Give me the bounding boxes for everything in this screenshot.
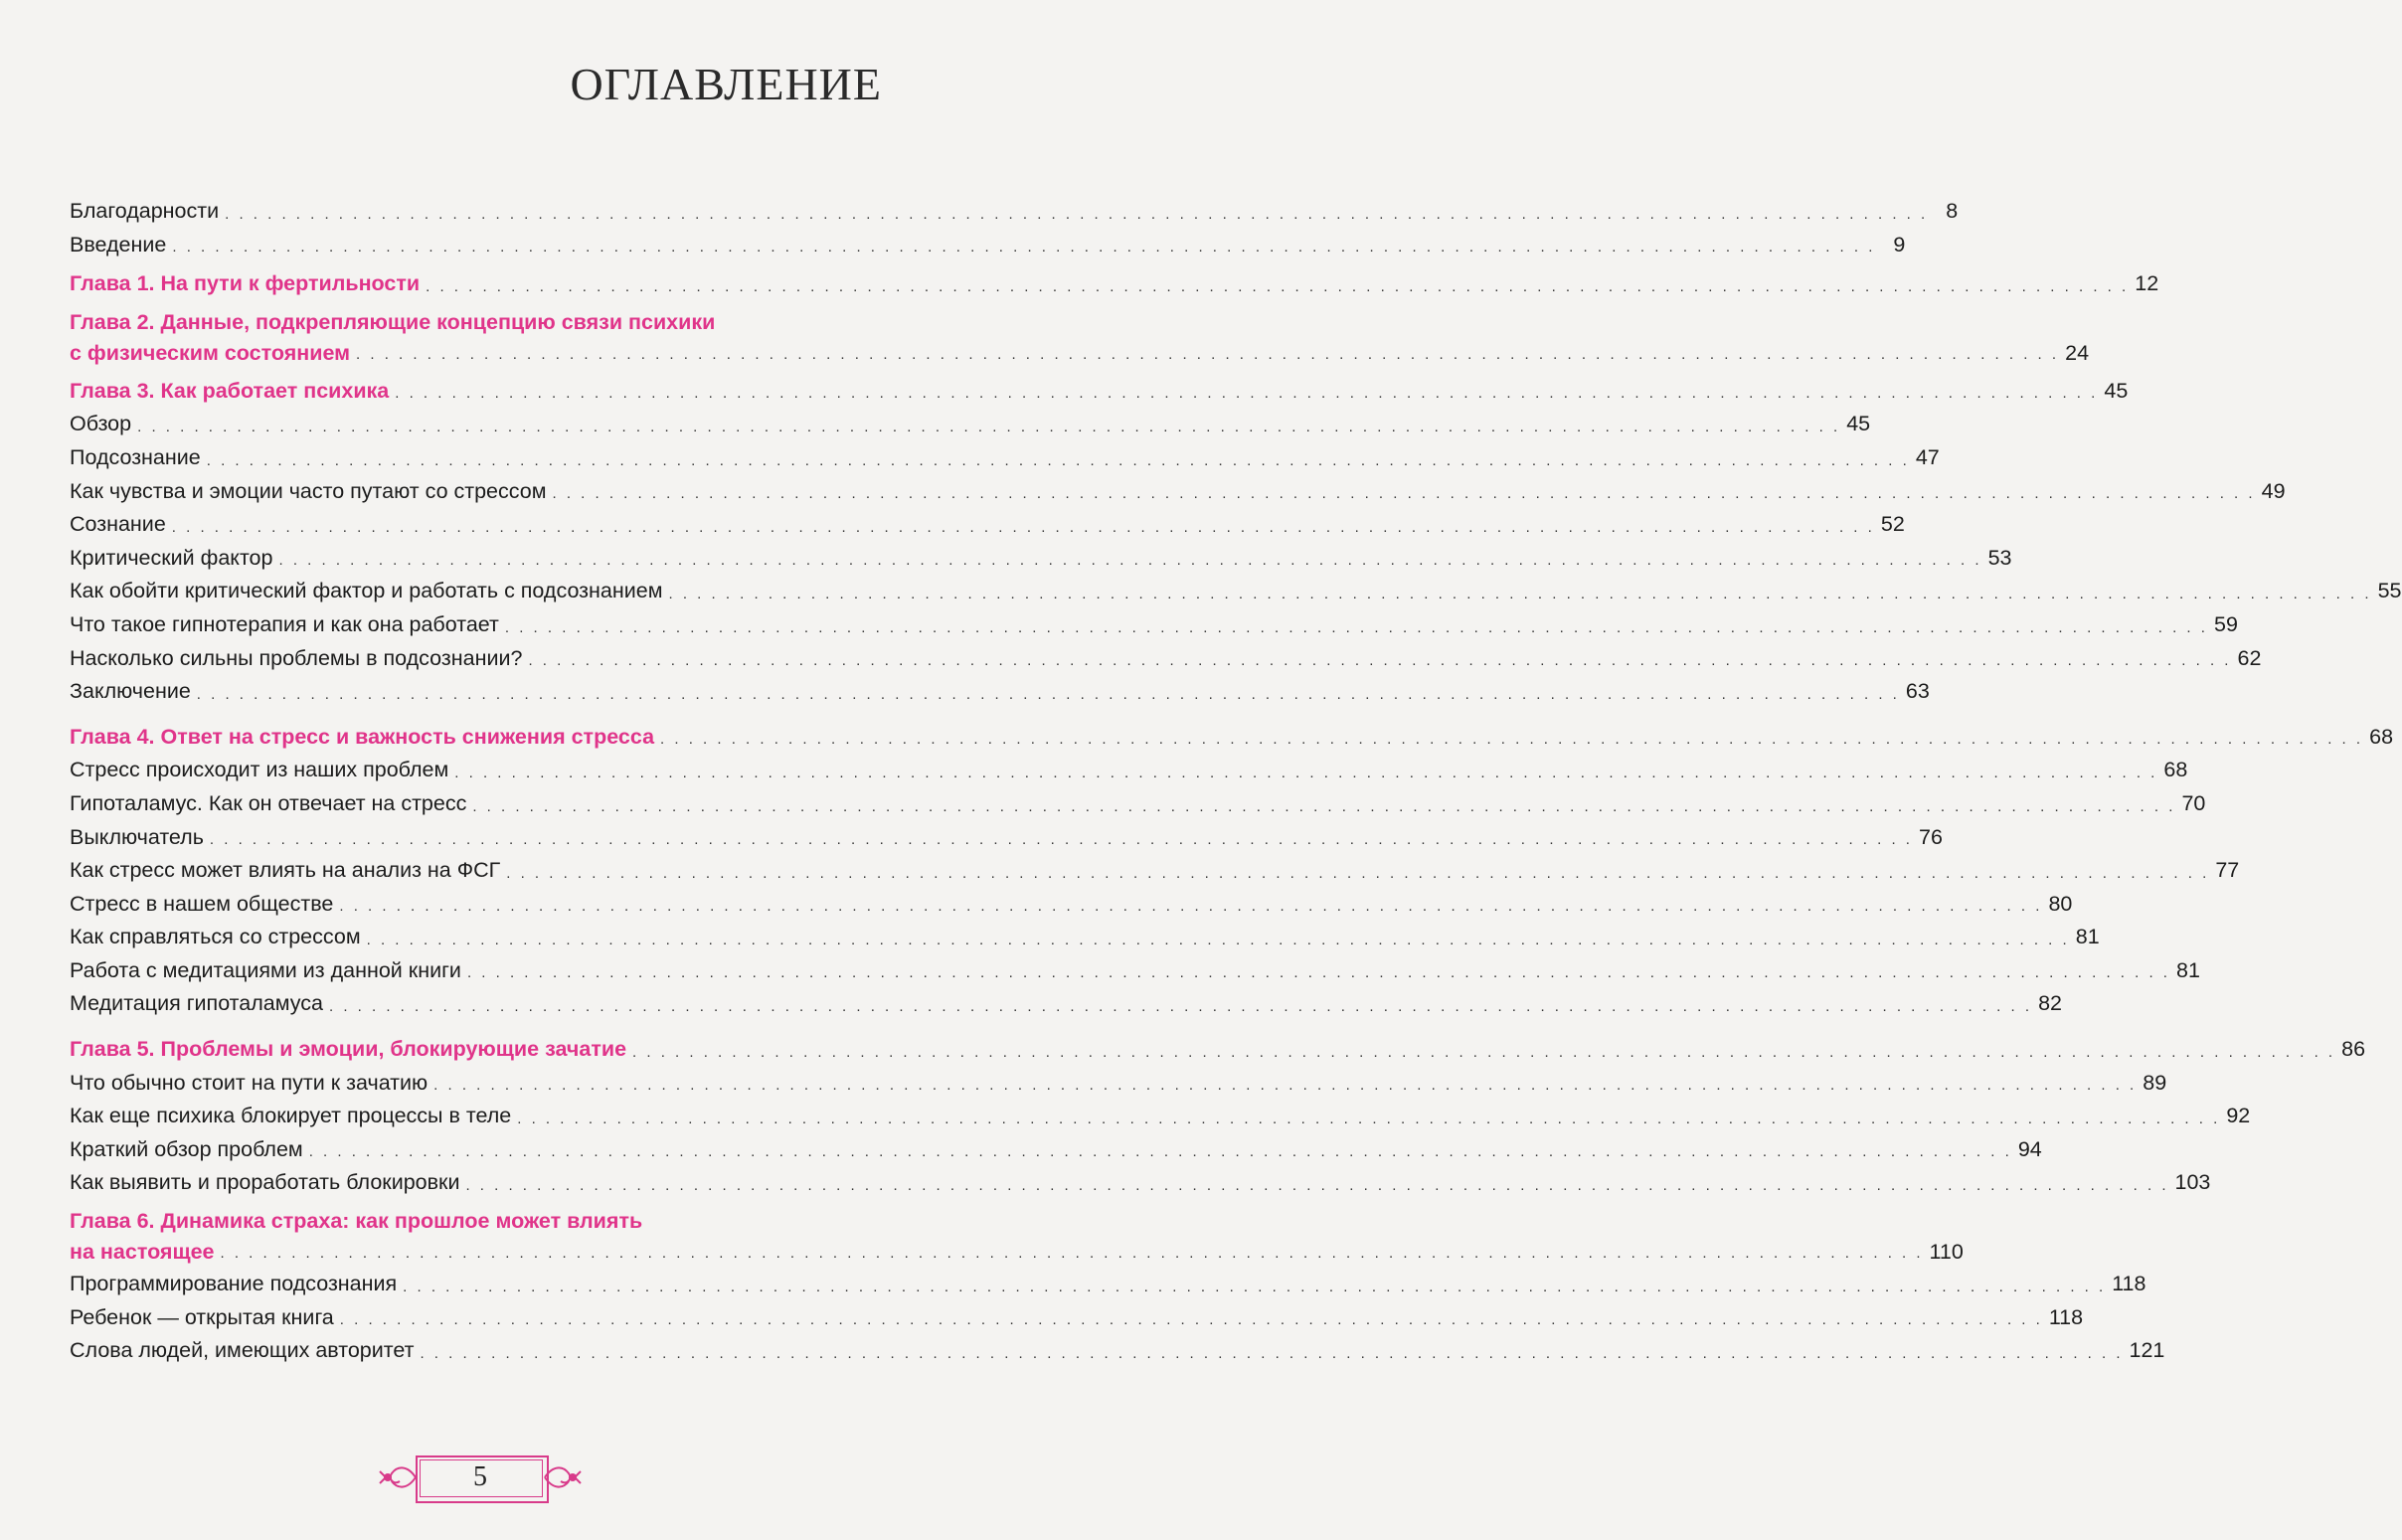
toc-chapter: [70, 267, 2159, 301]
toc-entry: [70, 195, 1959, 229]
toc-page-number: 45: [2104, 378, 2129, 403]
toc-entry-title: Глава 3. Как работает психика: [70, 378, 390, 403]
toc-entry: [70, 1166, 2211, 1200]
toc-entry-title: Глава 1. На пути к фертильности: [70, 271, 421, 296]
dot-leader: . . . . . . . . . . . . . . . . . . . . . . . . . . . . . . . . . . . . . . . . . . . . . . . . . . . . . . . . . . . . . . . . . . . . . . . . . . . . . . . . . . . . . . . . . . . . . . . . . . . . . . . . . . . . . . . . . . . . . . . .: [339, 898, 2043, 916]
toc-page-number: 12: [2135, 271, 2159, 296]
toc-entry: [70, 754, 2188, 787]
toc-page-number: 94: [2017, 1136, 2042, 1161]
toc-entry-title: с физическим состоянием: [70, 340, 351, 365]
dot-leader: . . . . . . . . . . . . . . . . . . . . . . . . . . . . . . . . . . . . . . . . . . . . . . . . . . . . . . . . . . . . . . . . . . . . . . . . . . . . . . . . . . . . . . . . . . . . . . . . . . . . . . . . . . . . . . . . . . . . . . . .: [454, 764, 2158, 781]
toc-page-number: 62: [2237, 645, 2262, 670]
dot-leader: . . . . . . . . . . . . . . . . . . . . . . . . . . . . . . . . . . . . . . . . . . . . . . . . . . . . . . . . . . . . . . . . . . . . . . . . . . . . . . . . . . . . . . . . . . . . . . . . . . . . . . . . . . . . . . . . . . . . . . . .: [660, 731, 2364, 749]
toc-entry: [70, 408, 1871, 441]
toc-page-number: 70: [2181, 790, 2206, 815]
dot-leader: . . . . . . . . . . . . . . . . . . . . . . . . . . . . . . . . . . . . . . . . . . . . . . . . . . . . . . . . . . . . . . . . . . . . . . . . . . . . . . . . . . . . . . . . . . . . . . . . . . . . . . . . . . . . . . . . . . . . . . . .: [278, 552, 1982, 570]
toc-entry: [70, 1268, 2146, 1301]
dot-leader: . . . . . . . . . . . . . . . . . . . . . . . . . . . . . . . . . . . . . . . . . . . . . . . . . . . . . . . . . . . . . . . . . . . . . . . . . . . . . . . . . . . . . . . . . . . . . . . . . . . . . . . . . . . . . . . . . . . . . . . .: [506, 864, 2210, 882]
dot-leader: . . . . . . . . . . . . . . . . . . . . . . . . . . . . . . . . . . . . . . . . . . . . . . . . . . . . . . . . . . . . . . . . . . . . . . . . . . . . . . . . . . . . . . . . . . . . . . . . . . . . . . . . . . . . . . . . . . . . . . . .: [172, 239, 1876, 257]
table-of-contents: [70, 195, 2402, 1368]
toc-chapter: [70, 1206, 1964, 1268]
toc-entry-title: Подсознание: [70, 444, 201, 469]
toc-chapter: [70, 307, 2090, 369]
toc-entry-title: Как обойти критический фактор и работать с подсознанием: [70, 579, 663, 603]
toc-entry: [70, 508, 1905, 542]
dot-leader: . . . . . . . . . . . . . . . . . . . . . . . . . . . . . . . . . . . . . . . . . . . . . . . . . . . . . . . . . . . . . . . . . . . . . . . . . . . . . . . . . . . . . . . . . . . . . . . . . . . . . . . . . . . . . . . . . . . . . . . .: [528, 652, 2232, 670]
dot-leader: . . . . . . . . . . . . . . . . . . . . . . . . . . . . . . . . . . . . . . . . . . . . . . . . . . . . . . . . . . . . . . . . . . . . . . . . . . . . . . . . . . . . . . . . . . . . . . . . . . . . . . . . . . . . . . . . . . . . . . . .: [137, 418, 1841, 435]
toc-page-number: 86: [2341, 1037, 2366, 1062]
toc-page-number: 110: [1929, 1240, 1964, 1265]
toc-page-number: 103: [2174, 1170, 2211, 1195]
dot-leader: . . . . . . . . . . . . . . . . . . . . . . . . . . . . . . . . . . . . . . . . . . . . . . . . . . . . . . . . . . . . . . . . . . . . . . . . . . . . . . . . . . . . . . . . . . . . . . . . . . . . . . . . . . . . . . . . . . . . . . . .: [196, 685, 1900, 703]
toc-entry: [70, 575, 2402, 608]
dot-leader: . . . . . . . . . . . . . . . . . . . . . . . . . . . . . . . . . . . . . . . . . . . . . . . . . . . . . . . . . . . . . . . . . . . . . . . . . . . . . . . . . . . . . . . . . . . . . . . . . . . . . . . . . . . . . . . . . . . . . . . .: [517, 1110, 2221, 1127]
toc-entry: [70, 888, 2073, 922]
toc-chapter-title-line1: Глава 6. Динамика страха: как прошлое может влиять: [70, 1209, 643, 1234]
toc-entry-title: Насколько сильны проблемы в подсознании?: [70, 645, 523, 670]
toc-entry: [70, 229, 1906, 262]
page-number: 5: [473, 1461, 487, 1492]
toc-page-number: 8: [1946, 199, 1959, 223]
toc-entry: [70, 475, 2286, 509]
dot-leader: . . . . . . . . . . . . . . . . . . . . . . . . . . . . . . . . . . . . . . . . . . . . . . . . . . . . . . . . . . . . . . . . . . . . . . . . . . . . . . . . . . . . . . . . . . . . . . . . . . . . . . . . . . . . . . . . . . . . . . . .: [420, 1344, 2124, 1362]
toc-entry: [70, 1067, 2167, 1101]
toc-entry: [70, 642, 2262, 676]
dot-leader: . . . . . . . . . . . . . . . . . . . . . . . . . . . . . . . . . . . . . . . . . . . . . . . . . . . . . . . . . . . . . . . . . . . . . . . . . . . . . . . . . . . . . . . . . . . . . . . . . . . . . . . . . . . . . . . . . . . . . . . .: [395, 385, 2099, 403]
dot-leader: . . . . . . . . . . . . . . . . . . . . . . . . . . . . . . . . . . . . . . . . . . . . . . . . . . . . . . . . . . . . . . . . . . . . . . . . . . . . . . . . . . . . . . . . . . . . . . . . . . . . . . . . . . . . . . . . . . . . . . . .: [426, 277, 2130, 295]
dot-leader: . . . . . . . . . . . . . . . . . . . . . . . . . . . . . . . . . . . . . . . . . . . . . . . . . . . . . . . . . . . . . . . . . . . . . . . . . . . . . . . . . . . . . . . . . . . . . . . . . . . . . . . . . . . . . . . . . . . . . . . .: [339, 1311, 2043, 1329]
dot-leader: . . . . . . . . . . . . . . . . . . . . . . . . . . . . . . . . . . . . . . . . . . . . . . . . . . . . . . . . . . . . . . . . . . . . . . . . . . . . . . . . . . . . . . . . . . . . . . . . . . . . . . . . . . . . . . . . . . . . . . . .: [433, 1077, 2138, 1095]
toc-page-number: 53: [1987, 545, 2012, 570]
toc-chapter-title-line1: Глава 2. Данные, подкрепляющие концепцию связи психики: [70, 309, 716, 334]
toc-entry-title: Как чувства и эмоции часто путают со стрессом: [70, 478, 547, 503]
toc-chapter: [70, 375, 2129, 409]
toc-entry: [70, 675, 1930, 709]
toc-entry-title: Критический фактор: [70, 545, 273, 570]
toc-page-number: 121: [2129, 1338, 2165, 1363]
dot-leader: . . . . . . . . . . . . . . . . . . . . . . . . . . . . . . . . . . . . . . . . . . . . . . . . . . . . . . . . . . . . . . . . . . . . . . . . . . . . . . . . . . . . . . . . . . . . . . . . . . . . . . . . . . . . . . . . . . . . . . . .: [308, 1143, 2012, 1161]
toc-page-number: 89: [2143, 1070, 2167, 1095]
toc-entry-title: Работа с медитациями из данной книги: [70, 957, 461, 982]
dot-leader: . . . . . . . . . . . . . . . . . . . . . . . . . . . . . . . . . . . . . . . . . . . . . . . . . . . . . . . . . . . . . . . . . . . . . . . . . . . . . . . . . . . . . . . . . . . . . . . . . . . . . . . . . . . . . . . . . . . . . . . .: [403, 1278, 2107, 1295]
toc-chapter: [70, 721, 2394, 755]
toc-entry: [70, 821, 1943, 855]
toc-entry-title: Сознание: [70, 512, 166, 537]
toc-entry-title: Заключение: [70, 679, 191, 704]
toc-entry-title: Введение: [70, 232, 167, 257]
toc-entry-title: Что обычно стоит на пути к зачатию: [70, 1070, 429, 1095]
toc-entry: [70, 542, 2012, 576]
toc-entry-title: Как выявить и проработать блокировки: [70, 1170, 460, 1195]
dot-leader: . . . . . . . . . . . . . . . . . . . . . . . . . . . . . . . . . . . . . . . . . . . . . . . . . . . . . . . . . . . . . . . . . . . . . . . . . . . . . . . . . . . . . . . . . . . . . . . . . . . . . . . . . . . . . . . . . . . . . . . .: [366, 931, 2070, 948]
page-footer: [378, 1452, 583, 1503]
right-ornament-icon: [543, 1455, 583, 1499]
dot-leader: . . . . . . . . . . . . . . . . . . . . . . . . . . . . . . . . . . . . . . . . . . . . . . . . . . . . . . . . . . . . . . . . . . . . . . . . . . . . . . . . . . . . . . . . . . . . . . . . . . . . . . . . . . . . . . . . . . . . . . . .: [209, 831, 1913, 849]
toc-entry: [70, 1100, 2251, 1133]
toc-page-number: 92: [2226, 1104, 2251, 1128]
toc-entry-title: на настоящее: [70, 1240, 215, 1265]
toc-page-number: 82: [2038, 991, 2063, 1016]
toc-entry: [70, 608, 2238, 642]
toc-page-number: 9: [1893, 232, 1906, 257]
dot-leader: . . . . . . . . . . . . . . . . . . . . . . . . . . . . . . . . . . . . . . . . . . . . . . . . . . . . . . . . . . . . . . . . . . . . . . . . . . . . . . . . . . . . . . . . . . . . . . . . . . . . . . . . . . . . . . . . . . . . . . . .: [171, 518, 1875, 536]
toc-entry-title: Ребенок — открытая книга: [70, 1304, 334, 1329]
toc-entry: [70, 921, 2100, 954]
toc-page-number: 49: [2261, 478, 2286, 503]
dot-leader: . . . . . . . . . . . . . . . . . . . . . . . . . . . . . . . . . . . . . . . . . . . . . . . . . . . . . . . . . . . . . . . . . . . . . . . . . . . . . . . . . . . . . . . . . . . . . . . . . . . . . . . . . . . . . . . . . . . . . . . .: [504, 618, 2208, 636]
toc-page-number: 68: [2369, 724, 2394, 749]
toc-page-number: 81: [2176, 957, 2200, 982]
toc-chapter: [70, 1033, 2366, 1067]
toc-entry-title: Как справляться со стрессом: [70, 925, 361, 949]
toc-entry-title: Слова людей, имеющих авторитет: [70, 1338, 415, 1363]
dot-leader: . . . . . . . . . . . . . . . . . . . . . . . . . . . . . . . . . . . . . . . . . . . . . . . . . . . . . . . . . . . . . . . . . . . . . . . . . . . . . . . . . . . . . . . . . . . . . . . . . . . . . . . . . . . . . . . . . . . . . . . .: [466, 964, 2170, 982]
toc-page-number: 59: [2214, 611, 2238, 636]
toc-page-number: 63: [1905, 679, 1930, 704]
toc-entry: [70, 1301, 2084, 1335]
toc-page-number: 80: [2048, 891, 2073, 916]
toc-entry: [70, 1133, 2042, 1167]
toc-entry-title: Как стресс может влиять на анализ на ФСГ: [70, 858, 501, 883]
dot-leader: . . . . . . . . . . . . . . . . . . . . . . . . . . . . . . . . . . . . . . . . . . . . . . . . . . . . . . . . . . . . . . . . . . . . . . . . . . . . . . . . . . . . . . . . . . . . . . . . . . . . . . . . . . . . . . . . . . . . . . . .: [668, 585, 2372, 602]
toc-entry-title: Медитация гипоталамуса: [70, 991, 323, 1016]
dot-leader: . . . . . . . . . . . . . . . . . . . . . . . . . . . . . . . . . . . . . . . . . . . . . . . . . . . . . . . . . . . . . . . . . . . . . . . . . . . . . . . . . . . . . . . . . . . . . . . . . . . . . . . . . . . . . . . . . . . . . . . .: [220, 1245, 1924, 1263]
dot-leader: . . . . . . . . . . . . . . . . . . . . . . . . . . . . . . . . . . . . . . . . . . . . . . . . . . . . . . . . . . . . . . . . . . . . . . . . . . . . . . . . . . . . . . . . . . . . . . . . . . . . . . . . . . . . . . . . . . . . . . . .: [356, 345, 2060, 363]
toc-page-number: 118: [2112, 1272, 2146, 1296]
toc-entry-title: Гипоталамус. Как он отвечает на стресс: [70, 790, 467, 815]
toc-entry: [70, 954, 2200, 988]
dot-leader: . . . . . . . . . . . . . . . . . . . . . . . . . . . . . . . . . . . . . . . . . . . . . . . . . . . . . . . . . . . . . . . . . . . . . . . . . . . . . . . . . . . . . . . . . . . . . . . . . . . . . . . . . . . . . . . . . . . . . . . .: [632, 1043, 2336, 1061]
toc-entry-title: Что такое гипнотерапия и как она работает: [70, 611, 499, 636]
toc-entry-title: Глава 5. Проблемы и эмоции, блокирующие зачатие: [70, 1037, 627, 1062]
dot-leader: . . . . . . . . . . . . . . . . . . . . . . . . . . . . . . . . . . . . . . . . . . . . . . . . . . . . . . . . . . . . . . . . . . . . . . . . . . . . . . . . . . . . . . . . . . . . . . . . . . . . . . . . . . . . . . . . . . . . . . . .: [328, 998, 2033, 1016]
toc-entry-title: Краткий обзор проблем: [70, 1136, 303, 1161]
toc-page-number: 45: [1846, 412, 1871, 436]
toc-page-number: 81: [2075, 925, 2100, 949]
toc-entry: [70, 787, 2206, 821]
toc-entry-title: Программирование подсознания: [70, 1272, 398, 1296]
toc-page-number: 47: [1915, 444, 1940, 469]
dot-leader: . . . . . . . . . . . . . . . . . . . . . . . . . . . . . . . . . . . . . . . . . . . . . . . . . . . . . . . . . . . . . . . . . . . . . . . . . . . . . . . . . . . . . . . . . . . . . . . . . . . . . . . . . . . . . . . . . . . . . . . .: [472, 797, 2176, 815]
toc-entry-title: Благодарности: [70, 199, 220, 223]
toc-entry: [70, 1334, 2165, 1368]
toc-entry: [70, 441, 1940, 475]
toc-page-number: 118: [2048, 1304, 2084, 1329]
dot-leader: . . . . . . . . . . . . . . . . . . . . . . . . . . . . . . . . . . . . . . . . . . . . . . . . . . . . . . . . . . . . . . . . . . . . . . . . . . . . . . . . . . . . . . . . . . . . . . . . . . . . . . . . . . . . . . . . . . . . . . . .: [552, 485, 2256, 503]
toc-entry: [70, 987, 2063, 1021]
toc-entry-title: Как еще психика блокирует процессы в теле: [70, 1104, 512, 1128]
dot-leader: . . . . . . . . . . . . . . . . . . . . . . . . . . . . . . . . . . . . . . . . . . . . . . . . . . . . . . . . . . . . . . . . . . . . . . . . . . . . . . . . . . . . . . . . . . . . . . . . . . . . . . . . . . . . . . . . . . . . . . . .: [206, 451, 1910, 469]
dot-leader: . . . . . . . . . . . . . . . . . . . . . . . . . . . . . . . . . . . . . . . . . . . . . . . . . . . . . . . . . . . . . . . . . . . . . . . . . . . . . . . . . . . . . . . . . . . . . . . . . . . . . . . . . . . . . . . . . . . . . . . .: [225, 205, 1929, 223]
toc-entry: [70, 854, 2240, 888]
page-title: ОГЛАВЛЕНИЕ: [570, 59, 882, 109]
toc-entry-title: Глава 4. Ответ на стресс и важность снижения стресса: [70, 724, 655, 749]
toc-entry-title: Стресс происходит из наших проблем: [70, 758, 449, 782]
toc-entry-title: Выключатель: [70, 824, 204, 849]
dot-leader: . . . . . . . . . . . . . . . . . . . . . . . . . . . . . . . . . . . . . . . . . . . . . . . . . . . . . . . . . . . . . . . . . . . . . . . . . . . . . . . . . . . . . . . . . . . . . . . . . . . . . . . . . . . . . . . . . . . . . . . .: [465, 1177, 2169, 1195]
toc-page-number: 52: [1880, 512, 1905, 537]
toc-page-number: 24: [2065, 340, 2090, 365]
toc-entry-title: Стресс в нашем обществе: [70, 891, 334, 916]
toc-page-number: 77: [2215, 858, 2240, 883]
toc-entry-title: Обзор: [70, 412, 132, 436]
toc-page-number: 55: [2377, 579, 2402, 603]
toc-page-number: 68: [2163, 758, 2188, 782]
toc-page-number: 76: [1919, 824, 1943, 849]
